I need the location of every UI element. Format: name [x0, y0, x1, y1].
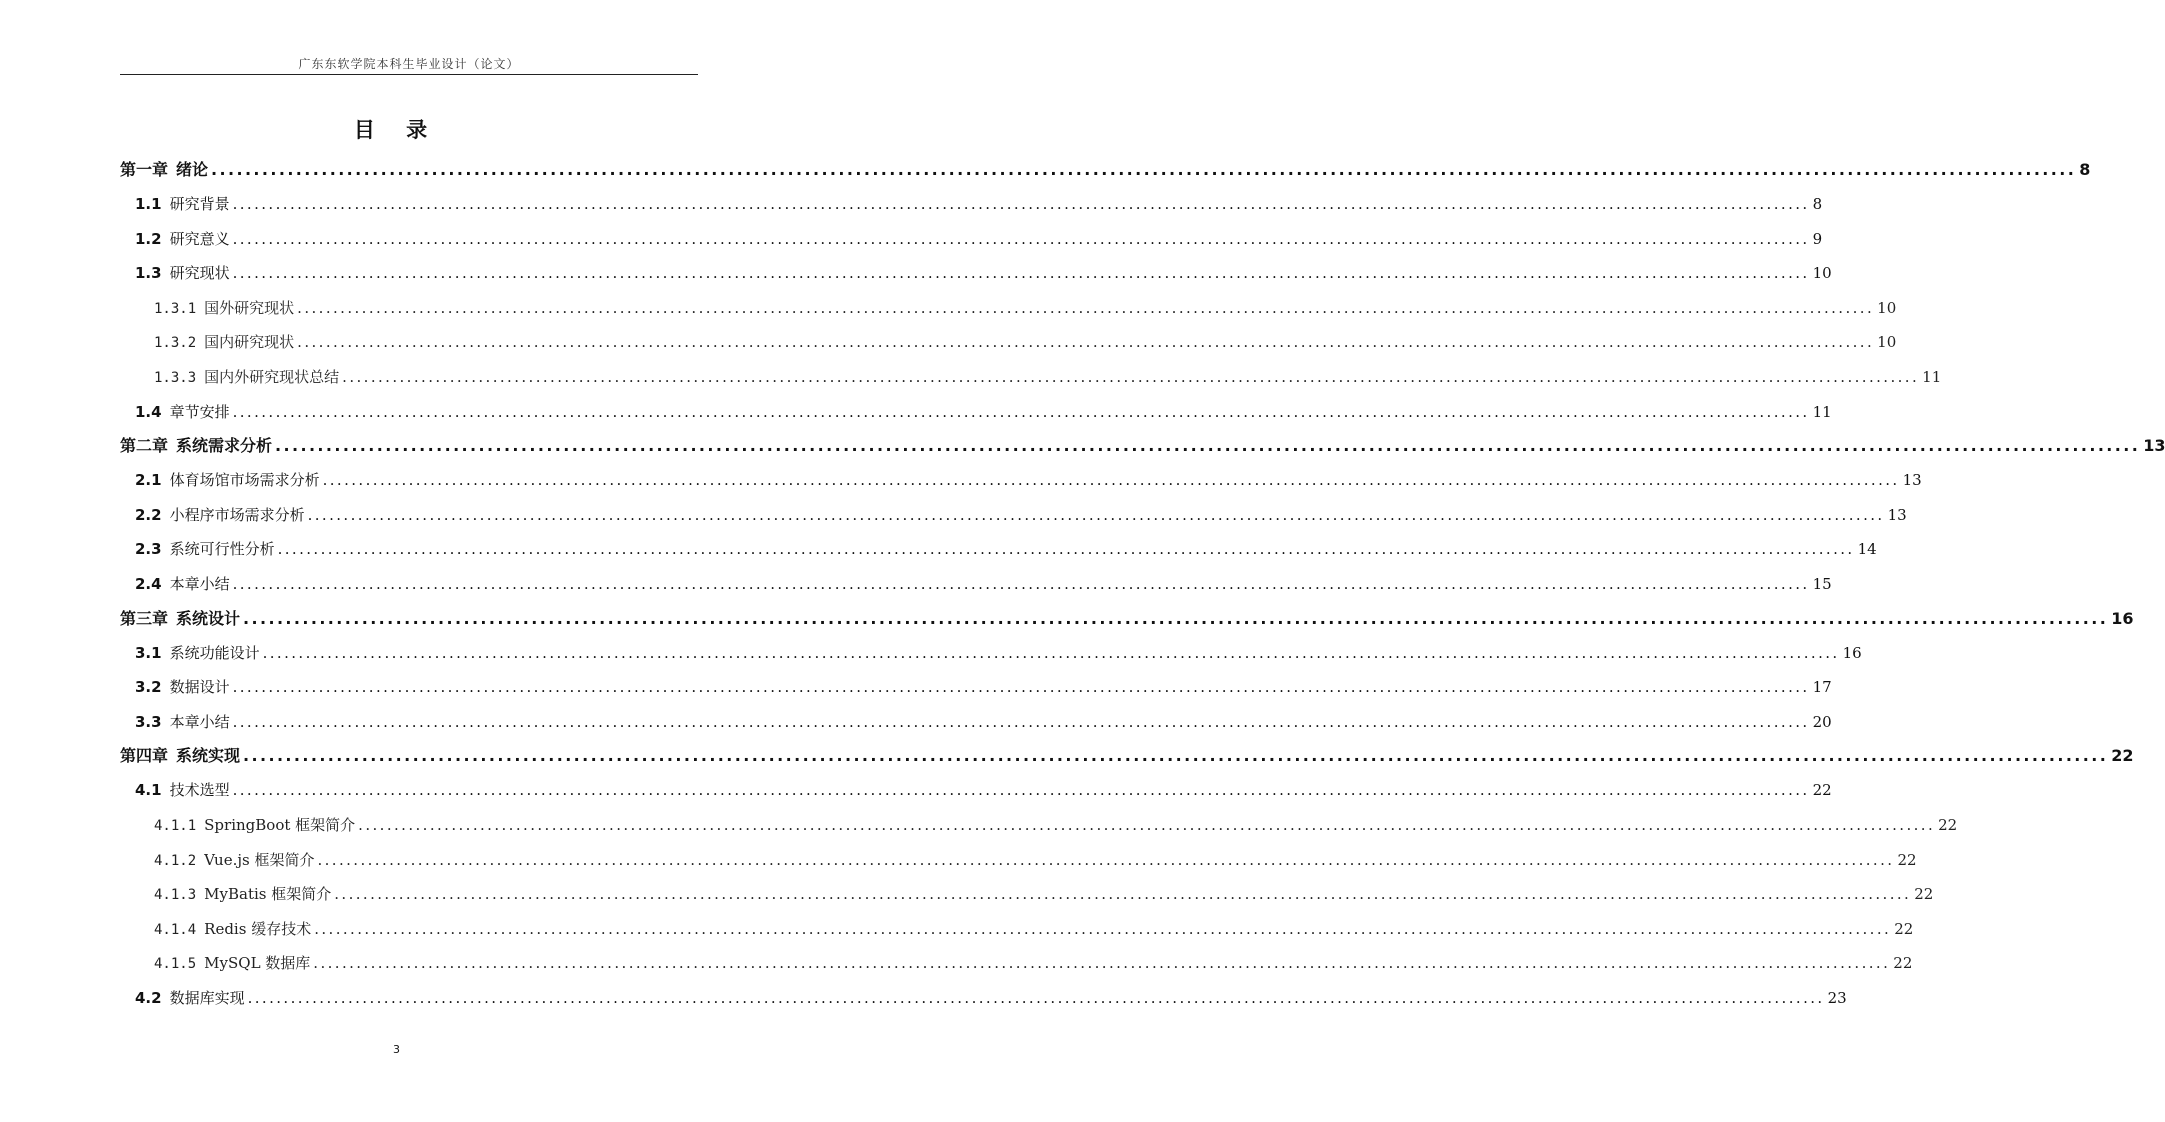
toc-leader-dots: ............................................................................................................................................................................................................................: [232, 195, 1810, 213]
toc-entry-number: 第二章: [120, 436, 169, 456]
toc-entry-title: 国内研究现状: [204, 333, 295, 352]
toc-entry-title: 小程序市场需求分析: [169, 505, 305, 524]
toc-entry-page: 13: [2143, 436, 2165, 456]
toc-entry-title: MyBatis 框架简介: [204, 885, 332, 904]
toc-entry-title: Vue.js 框架简介: [204, 850, 315, 869]
toc-entry[interactable]: [120, 636, 1862, 671]
toc-entry-title: SpringBoot 框架简介: [204, 815, 356, 834]
toc-entry-title: 系统需求分析: [176, 436, 273, 456]
toc-entry[interactable]: [120, 946, 1913, 981]
toc-entry-title: 章节安排: [169, 402, 230, 421]
toc-entry-number: 1.4: [135, 402, 162, 421]
toc-leader-dots: ............................................................................................................................................................................................................................: [342, 367, 1920, 386]
toc-entry-page: 11: [1812, 402, 1832, 421]
toc-entry[interactable]: [120, 773, 1832, 808]
toc-entry[interactable]: [120, 670, 1832, 705]
toc-leader-dots: ............................................................................................................................................................................................................................: [232, 574, 1810, 593]
toc-entry[interactable]: [120, 429, 2165, 463]
toc-entry-page: 22: [1897, 850, 1917, 869]
toc-entry[interactable]: [120, 705, 1832, 740]
toc-list: [120, 153, 2165, 1015]
toc-entry-page: 13: [1902, 471, 1922, 490]
toc-entry-title: 系统可行性分析: [169, 540, 275, 559]
toc-entry[interactable]: [120, 602, 2134, 636]
toc-leader-dots: ............................................................................................................................................................................................................................: [334, 885, 1912, 904]
toc-entry-page: 11: [1922, 367, 1942, 386]
toc-leader-dots: ............................................................................................................................................................................................................................: [313, 954, 1891, 973]
page-number: 3: [393, 1043, 400, 1056]
toc-leader-dots: ............................................................................................................................................................................................................................: [262, 643, 1840, 662]
toc-entry-title: 体育场馆市场需求分析: [169, 471, 320, 490]
toc-entry-title: 国内外研究现状总结: [204, 367, 340, 386]
toc-entry-title: 数据设计: [169, 678, 230, 697]
toc-entry-number: 1.3.3: [154, 369, 197, 386]
toc-title: 目 录: [353, 118, 440, 142]
toc-entry-number: 4.2: [135, 988, 162, 1007]
toc-entry-title: 本章小结: [169, 712, 230, 731]
toc-entry-number: 4.1.2: [154, 852, 197, 869]
toc-entry-page: 23: [1827, 988, 1847, 1007]
toc-leader-dots: ............................................................................................................................................................................................................................: [232, 402, 1810, 421]
toc-entry[interactable]: [120, 325, 1897, 360]
toc-entry-title: 国外研究现状: [204, 298, 295, 317]
toc-leader-dots: ............................................................................................................................................................................................................................: [307, 505, 1885, 524]
toc-leader-dots: ............................................................................................................................................................................................................................: [314, 919, 1892, 938]
toc-entry-page: 22: [2111, 746, 2134, 766]
toc-entry-page: 22: [1914, 885, 1934, 904]
toc-entry-number: 2.1: [135, 471, 162, 490]
toc-entry-number: 2.4: [135, 574, 162, 593]
toc-entry-page: 16: [1842, 643, 1862, 662]
toc-leader-dots: ............................................................................................................................................................................................................................: [277, 540, 1855, 559]
toc-entry-page: 8: [2079, 160, 2091, 179]
toc-entry-number: 4.1.3: [154, 887, 197, 904]
toc-leader-dots: ............................................................................................................................................................................................................................: [232, 781, 1810, 800]
toc-entry-page: 22: [1894, 919, 1914, 938]
toc-entry-page: 9: [1812, 229, 1823, 248]
toc-entry-page: 20: [1812, 712, 1832, 731]
toc-leader-dots: ............................................................................................................................................................................................................................: [243, 608, 2109, 628]
toc-entry[interactable]: [120, 360, 1942, 395]
toc-entry-page: 8: [1812, 195, 1823, 213]
toc-entry-page: 16: [2111, 608, 2134, 628]
toc-entry[interactable]: [120, 808, 1958, 843]
toc-entry[interactable]: [120, 222, 1823, 257]
toc-leader-dots: ............................................................................................................................................................................................................................: [275, 436, 2141, 456]
toc-leader-dots: ............................................................................................................................................................................................................................: [247, 988, 1825, 1007]
toc-entry-number: 第一章: [120, 160, 169, 179]
toc-entry-page: 22: [1938, 815, 1958, 834]
toc-entry-number: 4.1.4: [154, 921, 197, 938]
toc-entry-page: 22: [1893, 954, 1913, 973]
toc-entry-title: 研究意义: [169, 229, 230, 248]
toc-entry-number: 1.3: [135, 264, 162, 283]
toc-entry[interactable]: [120, 912, 1914, 947]
toc-leader-dots: ............................................................................................................................................................................................................................: [243, 746, 2109, 766]
toc-entry-title: Redis 缓存技术: [204, 919, 312, 938]
toc-entry-title: 系统功能设计: [169, 643, 260, 662]
toc-leader-dots: ............................................................................................................................................................................................................................: [317, 850, 1895, 869]
toc-entry-number: 第三章: [120, 608, 169, 628]
toc-entry[interactable]: [120, 498, 1907, 533]
toc-entry-number: 2.2: [135, 505, 162, 524]
toc-entry-number: 2.3: [135, 540, 162, 559]
toc-entry-number: 4.1: [135, 781, 162, 800]
toc-leader-dots: ............................................................................................................................................................................................................................: [211, 160, 2077, 179]
toc-leader-dots: ............................................................................................................................................................................................................................: [297, 333, 1875, 352]
toc-entry[interactable]: [120, 395, 1832, 430]
toc-entry-number: 4.1.5: [154, 956, 197, 973]
toc-entry-title: 研究背景: [169, 195, 230, 213]
toc-entry-page: 22: [1812, 781, 1832, 800]
toc-entry[interactable]: [120, 187, 1823, 222]
toc-entry-page: 17: [1812, 678, 1832, 697]
toc-entry-page: 13: [1887, 505, 1907, 524]
toc-leader-dots: ............................................................................................................................................................................................................................: [322, 471, 1900, 490]
toc-entry-number: 1.2: [135, 229, 162, 248]
toc-leader-dots: ............................................................................................................................................................................................................................: [232, 264, 1810, 283]
toc-leader-dots: ............................................................................................................................................................................................................................: [232, 229, 1810, 248]
toc-entry[interactable]: [120, 877, 1934, 912]
toc-entry-page: 10: [1877, 333, 1897, 352]
toc-entry-number: 3.1: [135, 643, 162, 662]
toc-entry-number: 第四章: [120, 746, 169, 766]
page-header: 广东东软学院本科生毕业设计（论文）: [298, 57, 520, 71]
toc-entry-number: 4.1.1: [154, 817, 197, 834]
toc-entry[interactable]: [120, 532, 1877, 567]
toc-entry-number: 1.1: [135, 195, 162, 213]
toc-entry-page: 10: [1812, 264, 1832, 283]
toc-entry[interactable]: [120, 843, 1917, 878]
toc-entry-title: 数据库实现: [169, 988, 245, 1007]
toc-entry-title: 系统实现: [176, 746, 241, 766]
toc-entry[interactable]: [120, 153, 2091, 187]
toc-entry-title: 系统设计: [176, 608, 241, 628]
toc-leader-dots: ............................................................................................................................................................................................................................: [232, 712, 1810, 731]
toc-leader-dots: ............................................................................................................................................................................................................................: [358, 815, 1936, 834]
toc-entry[interactable]: [120, 463, 1922, 498]
toc-entry-number: 3.3: [135, 712, 162, 731]
toc-entry[interactable]: [120, 739, 2134, 773]
toc-leader-dots: ............................................................................................................................................................................................................................: [232, 678, 1810, 697]
toc-entry[interactable]: [120, 256, 1832, 291]
toc-entry-title: 绪论: [176, 160, 209, 179]
toc-entry-page: 10: [1877, 298, 1897, 317]
toc-entry-page: 15: [1812, 574, 1832, 593]
toc-entry-number: 1.3.2: [154, 335, 197, 352]
toc-entry-title: 本章小结: [169, 574, 230, 593]
toc-entry-number: 1.3.1: [154, 300, 197, 317]
toc-leader-dots: ............................................................................................................................................................................................................................: [297, 298, 1875, 317]
toc-entry-title: 技术选型: [169, 781, 230, 800]
toc-entry-page: 14: [1857, 540, 1877, 559]
header-rule: [120, 74, 698, 75]
toc-entry-number: 3.2: [135, 678, 162, 697]
toc-entry[interactable]: [120, 981, 1847, 1016]
toc-entry[interactable]: [120, 291, 1897, 326]
toc-entry-title: MySQL 数据库: [204, 954, 311, 973]
toc-entry[interactable]: [120, 567, 1832, 602]
toc-entry-title: 研究现状: [169, 264, 230, 283]
